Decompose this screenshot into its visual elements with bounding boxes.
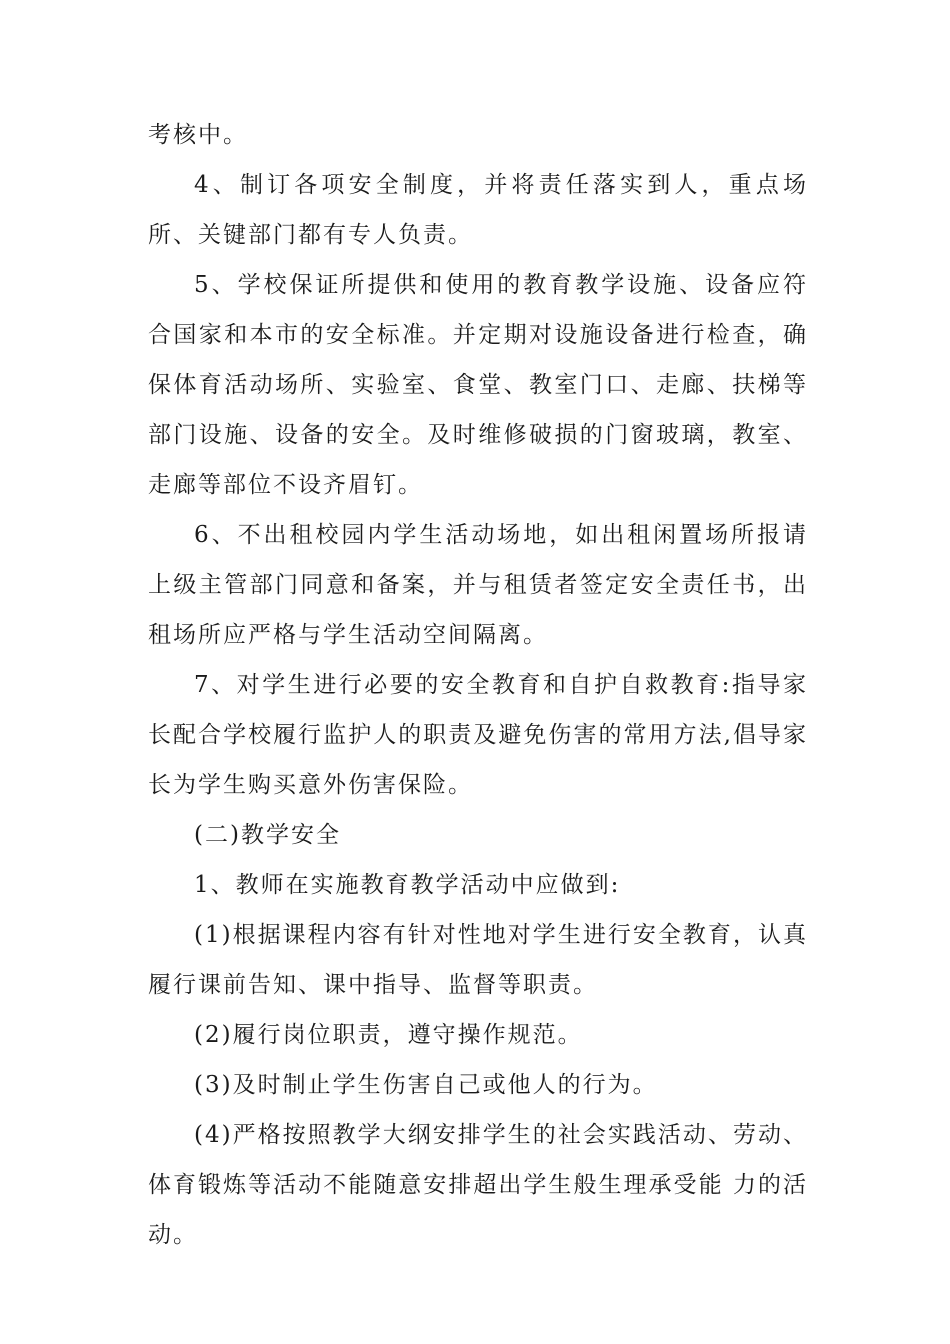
paragraph-subitem-4: (4)严格按照教学大纲安排学生的社会实践活动、劳动、体育锻炼等活动不能随意安排超出学生般生理承受能 力的活动。 — [148, 1122, 808, 1248]
paragraph-continuation: 考核中。 — [148, 122, 248, 148]
paragraph-subitem-3: (3)及时制止学生伤害自己或他人的行为。 — [194, 1072, 658, 1098]
document-page — [148, 110, 808, 1260]
paragraph-item-5: 5、学校保证所提供和使用的教育教学设施、设备应符合国家和本市的安全标准。并定期对设施设备进行检查，确保体育活动场所、实验室、食堂、教室门口、走廊、扶梯等部门设施、设备的安全。及时维修破损的门窗玻璃，教室、走廊等部位不设齐眉钉。 — [148, 272, 808, 498]
paragraph-item-4: 4、制订各项安全制度，并将责任落实到人，重点场所、关键部门都有专人负责。 — [148, 172, 808, 248]
paragraph-teaching-item-1: 1、教师在实施教育教学活动中应做到: — [194, 872, 621, 898]
paragraph-item-7: 7、对学生进行必要的安全教育和自护自救教育:指导家长配合学校履行监护人的职责及避免伤害的常用方法,倡导家长为学生购买意外伤害保险。 — [148, 672, 808, 798]
paragraph-subitem-2: (2)履行岗位职责，遵守操作规范。 — [194, 1022, 583, 1048]
paragraph-item-6: 6、不出租校园内学生活动场地，如出租闲置场所报请上级主管部门同意和备案，并与租赁者签定安全责任书，出租场所应严格与学生活动空间隔离。 — [148, 522, 808, 648]
section-heading-teaching-safety: (二)教学安全 — [194, 822, 341, 848]
paragraph-subitem-1: (1)根据课程内容有针对性地对学生进行安全教育，认真履行课前告知、课中指导、监督等职责。 — [148, 922, 808, 998]
